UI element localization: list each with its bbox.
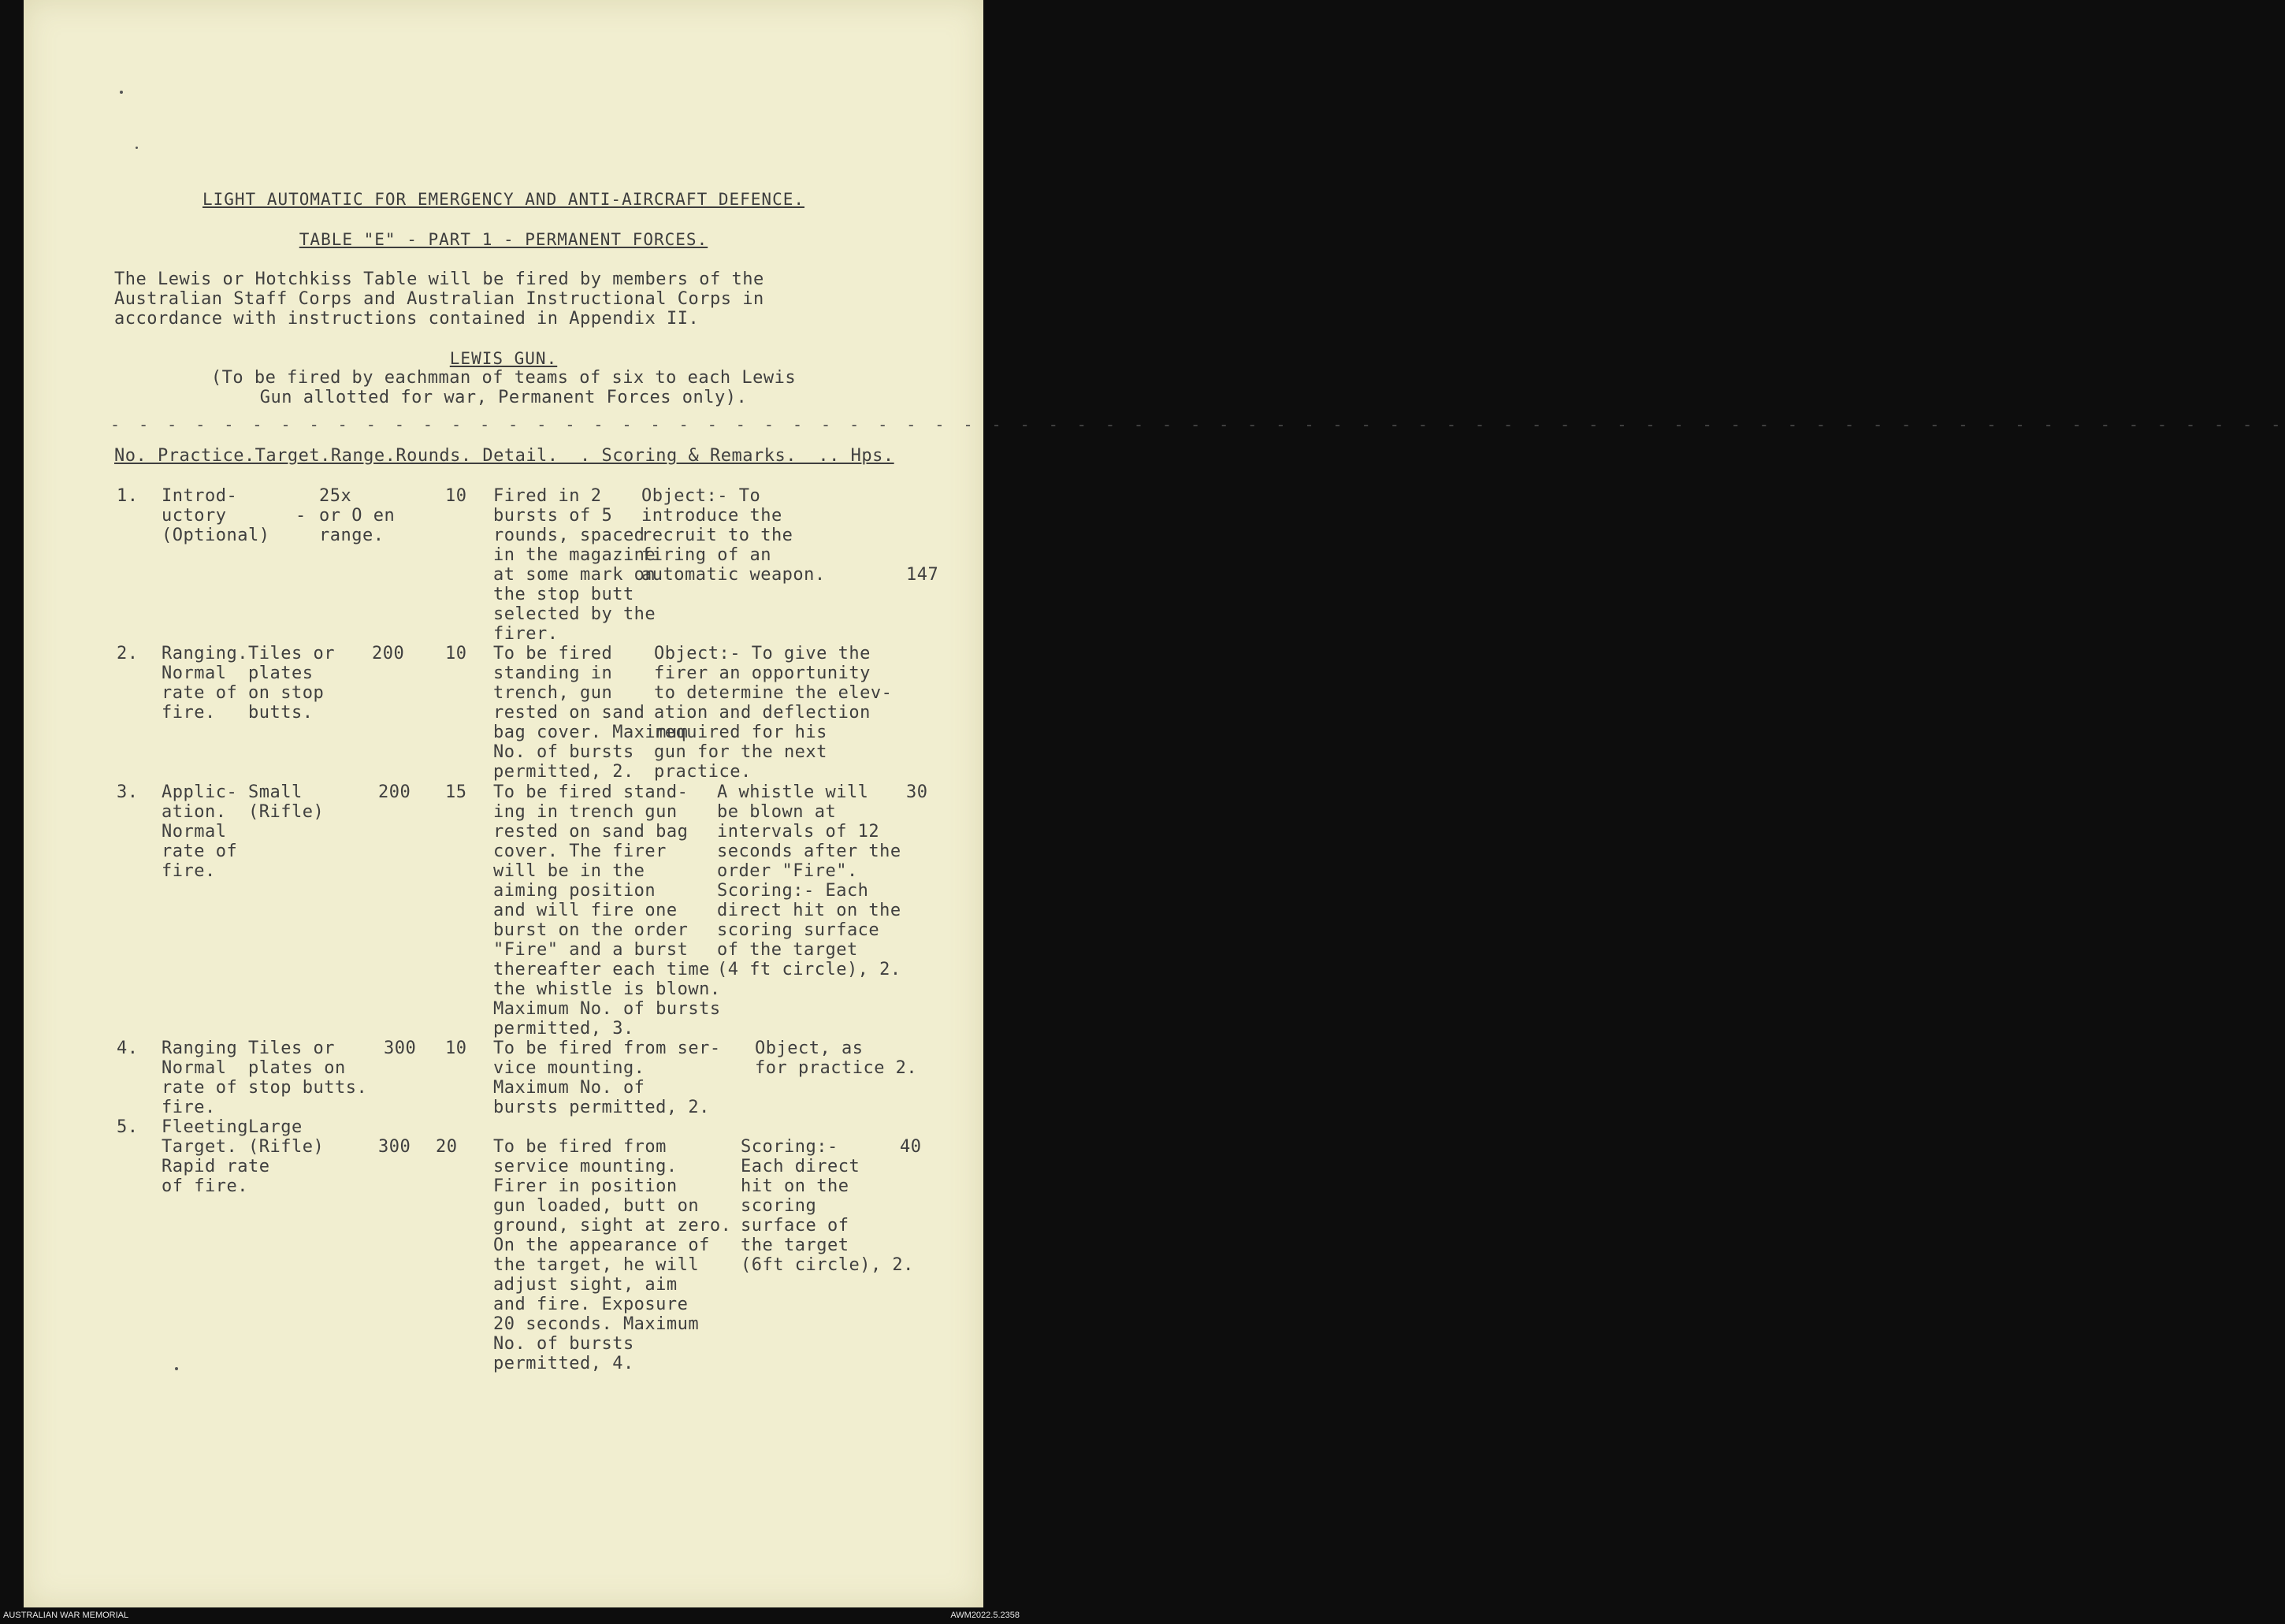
row-3-remarks: A whistle will be blown at intervals of 12 seconds after the order "Fire". Scoring:- Each direct hit on the scoring surface of the target (4 ft circle), 2.	[717, 782, 901, 979]
row-4-no: 4.	[117, 1039, 139, 1058]
row-3-hps: 30	[906, 782, 928, 802]
row-4-rounds: 10	[445, 1039, 467, 1058]
paper-mark	[136, 147, 138, 149]
row-3-target: Small (Rifle)	[248, 782, 325, 822]
row-1-range: 25x or O en range.	[319, 486, 396, 545]
intro-line-3: accordance with instructions contained in Appendix II.	[114, 309, 700, 329]
row-3-practice: Applic- ation. Normal rate of fire.	[162, 782, 238, 881]
dashed-divider: - - - - - - - - - - - - - - - - - - - - - - - - - - - - - - - - - - - - - - - - - - - - - - - - - - - - - - - - - - - - - - - - - - - - - - - - - - - - -	[110, 415, 2285, 434]
row-5-target: Large (Rifle)	[248, 1117, 325, 1157]
row-5-hps: 40	[900, 1137, 922, 1157]
document-page	[24, 0, 2285, 1607]
row-1-no: 1.	[117, 486, 139, 506]
row-5-detail: To be fired from service mounting. Firer in position gun loaded, butt on ground, sight at zero. On the appearance of the target, he will adjust sight, aim and fire. Exposure 20 seconds. Maximum No. of bursts permitted, 4.	[493, 1137, 732, 1373]
section-note-line-1: (To be fired by eachmman of teams of six to each Lewis	[210, 368, 797, 388]
row-5-remarks: Scoring:- Each direct hit on the scoring surface of the target (6ft circle), 2.	[741, 1137, 914, 1275]
row-4-target: Tiles or plates on stop butts.	[248, 1039, 368, 1098]
section-title: LEWIS GUN.	[449, 349, 558, 368]
row-2-target: Tiles or plates on stop butts.	[248, 644, 335, 723]
row-1-rounds: 10	[445, 486, 467, 506]
row-3-detail: To be fired stand- ing in trench gun rested on sand bag cover. The firer will be in the aiming position and will fire one burst on the order "Fire" and a burst thereafter each time the whistle is blown. Maximum No. of bursts permitted, 3.	[493, 782, 721, 1039]
row-2-practice: Ranging. Normal rate of fire.	[162, 644, 248, 723]
row-2-remarks: Object:- To give the firer an opportunity to determine the elev- ation and deflection required for his gun for the next practice.	[654, 644, 893, 782]
section-note-line-2: Gun allotted for war, Permanent Forces only).	[259, 388, 748, 407]
row-5-range: 300	[378, 1137, 411, 1157]
row-3-range: 200	[378, 782, 411, 802]
row-2-range: 200	[372, 644, 405, 663]
row-2-no: 2.	[117, 644, 139, 663]
row-4-practice: Ranging Normal rate of fire.	[162, 1039, 238, 1117]
row-4-range: 300	[384, 1039, 417, 1058]
row-1-hps: 147	[906, 565, 939, 585]
row-2-rounds: 10	[445, 644, 467, 663]
footer-right: AWM2022.5.2358	[950, 1611, 1020, 1620]
row-4-detail: To be fired from ser- vice mounting. Maximum No. of bursts permitted, 2.	[493, 1039, 721, 1117]
document-title: LIGHT AUTOMATIC FOR EMERGENCY AND ANTI-AIRCRAFT DEFENCE.	[202, 190, 804, 209]
row-3-no: 3.	[117, 782, 139, 802]
row-5-practice: Fleeting Target. Rapid rate of fire.	[162, 1117, 270, 1196]
table-header: No. Practice.Target.Range.Rounds. Detail. . Scoring & Remarks. .. Hps.	[114, 446, 894, 466]
row-1-remarks: Object:- To introduce the recruit to the firing of an automatic weapon.	[641, 486, 826, 585]
intro-line-2: Australian Staff Corps and Australian Instructional Corps in	[114, 289, 764, 309]
row-5-no: 5.	[117, 1117, 139, 1137]
row-2-detail: To be fired standing in trench, gun rested on sand bag cover. Maximum No. of bursts permitted, 2.	[493, 644, 689, 782]
row-1-practice: Introd- uctory (Optional)	[162, 486, 270, 545]
paper-mark	[175, 1367, 178, 1370]
paper-mark	[120, 91, 123, 94]
row-1-target: -	[295, 506, 307, 526]
document-subtitle: TABLE "E" - PART 1 - PERMANENT FORCES.	[299, 230, 708, 249]
row-4-remarks: Object, as for practice 2.	[755, 1039, 918, 1078]
row-3-rounds: 15	[445, 782, 467, 802]
row-1-detail: Fired in 2 bursts of 5 rounds, spaced in the magazine at some mark on the stop butt selected by the firer.	[493, 486, 656, 644]
intro-line-1: The Lewis or Hotchkiss Table will be fired by members of the	[114, 269, 764, 289]
footer-left: AUSTRALIAN WAR MEMORIAL	[3, 1611, 129, 1620]
row-5-rounds: 20	[436, 1137, 458, 1157]
